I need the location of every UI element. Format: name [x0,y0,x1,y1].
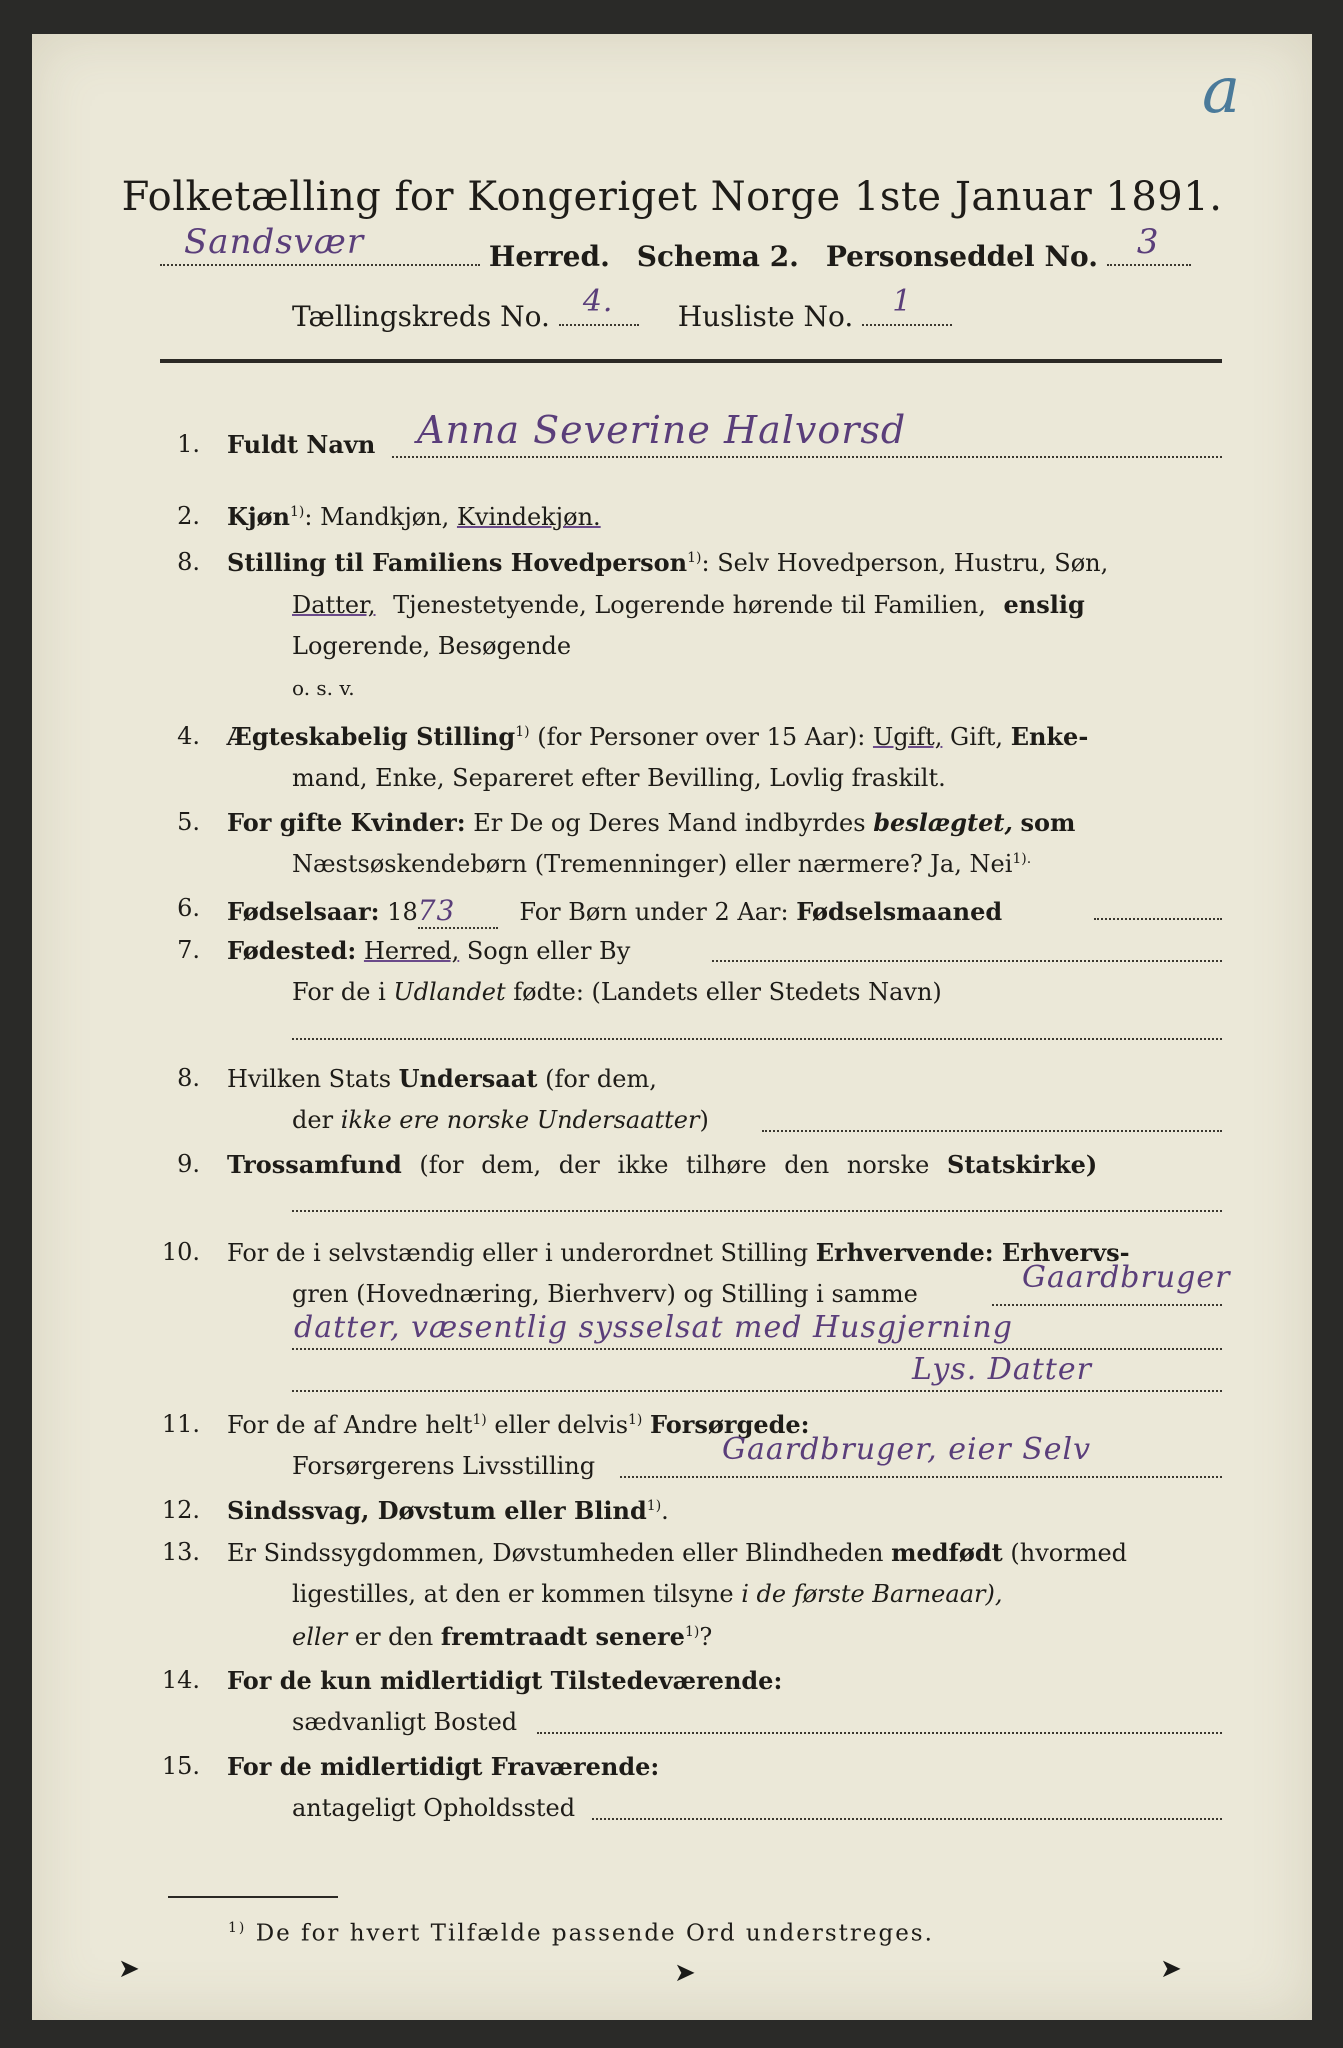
q4-row-1 [227,722,1088,751]
q6-row [227,894,1002,929]
q5-row-2 [292,850,1031,878]
q3-row-2 [292,590,1085,619]
q11-text-2: eller delvis [494,1411,629,1439]
q8-der: der [292,1106,334,1134]
q10-hw-1: Gaardbruger [1022,1260,1231,1295]
q13-text-2: (hvormed [1010,1539,1128,1567]
footnote [228,1920,934,1947]
q3-option-enslig: enslig [1003,590,1085,619]
q10-row-1 [227,1238,1130,1267]
q4-option-gift: Gift, [950,723,1004,751]
q3-row-4: o. s. v. [292,676,355,700]
q2-number: 2. [177,502,200,530]
q7-label: Fødested: [227,936,357,965]
q8-close: ) [699,1106,709,1134]
q7-options: Sogn eller By [466,937,631,965]
husliste-label: Husliste No. [677,300,854,333]
q3-options-2: Tjenestetyende, Logerende hørende til Familien, [393,591,986,619]
q15-row-1 [227,1752,659,1781]
q13-row-2 [292,1580,1002,1608]
q1-number: 1. [177,430,200,458]
q13-text: Er Sindssygdommen, Døvstumheden eller Blindheden [227,1539,884,1567]
q5-footnote-ref: 1). [1012,851,1032,867]
q3-label: Stilling til Familiens Hovedperson [227,548,688,577]
q8-number: 8. [177,1064,200,1092]
q4-option-enkemand: Enke- [1010,722,1089,751]
q5-question-2: Næstsøskendebørn (Tremenninger) eller nærmere? Ja, Nei [292,850,1013,878]
q9-text: (for dem, der ikke tilhøre den norske [419,1151,930,1179]
q6-label: Fødselsaar: [227,897,380,926]
q7-row-2 [292,978,942,1006]
q13-row-1 [227,1538,1127,1567]
q13-first-years: i de første Barneaar), [741,1580,1003,1608]
q12-label: Sindssvag, Døvstum eller Blind [227,1496,647,1525]
q4-option-ugift: Ugift, [872,723,943,751]
q3-row-3: Logerende, Besøgende [292,632,572,660]
q4-label: Ægteskabelig Stilling [227,722,516,751]
q10-hw-2: datter, væsentlig sysselsat med Husgjerning [294,1310,1013,1345]
schema-label: Schema 2. [636,240,799,273]
herred-line [160,222,1191,273]
q14-row-1 [227,1666,782,1695]
q13-label-2: fremtraadt senere [440,1622,685,1651]
q7-abroad-prefix: For de i [292,978,386,1006]
q9-row [227,1150,1097,1179]
q4-footnote-ref: 1) [515,724,530,740]
pin-mark-left: ➤ [118,1954,140,1984]
census-form-sheet [32,34,1312,2020]
q15-row-2: antageligt Opholdssted [292,1794,576,1822]
q9-label: Trossamfund [227,1150,402,1179]
q15-label: For de midlertidigt Fraværende: [227,1752,660,1781]
q10-label: Erhvervende: Erhvervs- [815,1238,1130,1267]
footnote-rule [168,1896,338,1898]
herred-label: Herred. [488,240,610,273]
q2-option-mandkjon: : Mandkjøn, [304,503,450,531]
q8-label: Undersaat [398,1064,538,1093]
q7-number: 7. [177,936,200,964]
q8-row-2 [292,1106,709,1134]
q4-condition: (for Personer over 15 Aar): [537,723,866,751]
q5-row-1 [227,808,1075,837]
q12-row [227,1496,669,1525]
q12-end: . [661,1497,669,1525]
q11-label: Forsørgede: [650,1410,810,1439]
q4-number: 4. [177,722,200,750]
q2-row [227,502,601,531]
q6-year-value: 73 [417,894,456,927]
q8-row-1 [227,1064,657,1093]
footnote-marker: 1) [228,1920,247,1936]
personseddel-value: 3 [1136,222,1160,262]
q10-hw-3: Lys. Datter [912,1352,1092,1387]
q11-footnote-ref-1: 1) [472,1412,487,1428]
q15-number: 15. [161,1752,200,1780]
q3-option-datter: Datter, [292,591,376,619]
q1-value: Anna Severine Halvorsd [417,408,907,452]
q6-children-note: For Børn under 2 Aar: [519,898,789,926]
q2-label: Kjøn [227,502,290,531]
q8-text: Hvilken Stats [227,1065,392,1093]
q11-row-2: Forsørgerens Livsstilling [292,1452,596,1480]
q12-number: 12. [161,1496,200,1524]
q5-question: Er De og Deres Mand indbyrdes [473,809,866,837]
header-rule [160,359,1222,363]
q10-number: 10. [161,1238,200,1266]
q8-condition: ikke ere norske Undersaatter [340,1106,700,1134]
q14-number: 14. [161,1666,200,1694]
q2-footnote-ref: 1) [290,504,305,520]
q11-text: For de af Andre helt [227,1411,473,1439]
q10-row-2: gren (Hovednæring, Bierhverv) og Stilling i samme [292,1280,918,1308]
q5-som: som [1020,808,1076,837]
q6-year-prefix: 18 [387,898,418,926]
q6-month-label: Fødselsmaaned [796,897,1003,926]
q3-row-1 [227,548,1108,577]
q10-text: For de i selvstændig eller i underordnet Stilling [227,1239,809,1267]
q5-label: For gifte Kvinder: [227,808,466,837]
q11-footnote-ref-2: 1) [628,1412,643,1428]
herred-value: Sandsvær [184,222,365,262]
kreds-line [292,284,952,333]
q1-row [227,430,375,459]
footnote-text: De for hvert Tilfælde passende Ord understreges. [255,1920,934,1947]
q5-number: 5. [177,808,200,836]
q3-footnote-ref: 1) [687,550,702,566]
q13-end: ? [699,1623,713,1651]
q13-eller: eller [292,1623,348,1651]
q4-row-2: mand, Enke, Separeret efter Bevilling, Lovlig fraskilt. [292,764,946,792]
husliste-value: 1 [892,284,913,319]
q6-number: 6. [177,894,200,922]
pin-mark-right: ➤ [1160,1954,1182,1984]
q3-number: 8. [177,548,200,576]
q9-number: 9. [177,1150,200,1178]
q13-number: 13. [161,1538,200,1566]
q13-label: medfødt [891,1538,1003,1567]
q2-option-kvindekjon: Kvindekjøn. [456,503,601,531]
personseddel-label: Personseddel No. [825,240,1098,273]
form-title: Folketælling for Kongeriget Norge 1ste Januar 1891. [121,174,1223,220]
q9-statskirke: Statskirke) [946,1150,1098,1179]
kreds-value: 4. [582,284,614,319]
q13-footnote-ref: 1) [684,1624,700,1640]
q7-udlandet: Udlandet [393,978,506,1006]
corner-mark: a [1202,54,1242,128]
q13-text-4: er den [354,1623,434,1651]
q1-label: Fuldt Navn [227,430,376,459]
q3-options-1: : Selv Hovedperson, Hustru, Søn, [701,549,1109,577]
kreds-label: Tællingskreds No. [292,300,550,333]
q7-option-herred: Herred, [363,937,460,965]
q11-number: 11. [161,1410,200,1438]
q14-row-2: sædvanligt Bosted [292,1708,518,1736]
q11-hw: Gaardbruger, eier Selv [722,1432,1092,1467]
q5-beslaegtet: beslægtet, [873,808,1013,837]
q7-row-1 [227,936,630,965]
q12-footnote-ref: 1) [646,1498,662,1514]
q13-row-3 [292,1622,712,1651]
q7-abroad-note: fødte: (Landets eller Stedets Navn) [513,978,942,1006]
q13-text-3: ligestilles, at den er kommen tilsyne [292,1580,734,1608]
q8-text-2: (for dem, [545,1065,657,1093]
pin-mark-center: ➤ [674,1958,696,1988]
q14-label: For de kun midlertidigt Tilstedeværende: [227,1666,783,1695]
